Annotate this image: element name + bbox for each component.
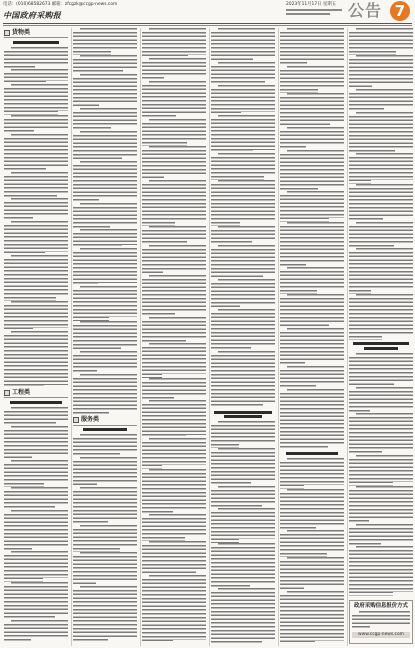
body-paragraph [4, 69, 68, 84]
body-paragraph [4, 255, 68, 301]
paragraph-indent [73, 108, 80, 110]
body-paragraph [73, 55, 137, 74]
paragraph-indent [73, 434, 80, 436]
body-paragraph [349, 413, 413, 455]
paragraph-indent [211, 226, 218, 228]
newspaper-logo: 中国政府采购报 [3, 10, 62, 20]
paragraph-indent [280, 489, 287, 491]
body-paragraph [142, 575, 206, 643]
body-paragraph [142, 119, 206, 146]
body-paragraph [73, 286, 137, 320]
paragraph-indent [280, 530, 287, 532]
section-square-icon [4, 390, 10, 396]
paragraph-indent [280, 150, 287, 152]
body-paragraph [142, 146, 206, 180]
paragraph-indent [211, 421, 218, 423]
section-header-label: 货物类 [12, 28, 31, 36]
paragraph-indent [349, 387, 356, 389]
paragraph-indent [211, 588, 218, 590]
paragraph-indent [280, 267, 287, 269]
notice-headline-line [10, 401, 61, 404]
paragraph-indent [4, 460, 11, 462]
body-paragraph [4, 172, 68, 199]
paragraph-indent [211, 245, 218, 247]
body-paragraph [349, 184, 413, 222]
body-paragraph [280, 28, 344, 66]
body-paragraph [349, 222, 413, 249]
paragraph-indent [280, 66, 287, 68]
paragraph-indent [211, 543, 218, 545]
paragraph-indent [280, 127, 287, 129]
body-paragraph [4, 301, 68, 331]
paragraph-line-end [44, 385, 68, 389]
paragraph-indent [352, 611, 359, 613]
section-header-label: 工程类 [12, 388, 31, 396]
body-paragraph [211, 115, 275, 153]
paragraph-indent [4, 426, 11, 428]
body-paragraph [142, 58, 206, 81]
section-square-icon [73, 417, 79, 423]
paragraph-indent [280, 222, 287, 224]
paragraph-indent [4, 134, 11, 136]
paragraph-indent [142, 58, 149, 60]
body-paragraph [73, 457, 137, 487]
body-paragraph [349, 294, 413, 340]
body-paragraph [73, 203, 137, 230]
body-paragraph [211, 279, 275, 309]
paragraph-indent [280, 366, 287, 368]
paragraph-indent [73, 161, 80, 163]
notice-headline [211, 410, 275, 419]
paragraph-indent [349, 28, 356, 30]
paragraph-line-end [382, 336, 413, 340]
body-paragraph [211, 421, 275, 448]
paragraph-line-end [263, 404, 275, 408]
section-header-label: 服务类 [81, 416, 100, 424]
body-paragraph [73, 351, 137, 374]
paragraph-indent [349, 89, 356, 91]
paragraph-indent [4, 510, 11, 512]
paragraph-indent [349, 153, 356, 155]
paragraph-indent [349, 413, 356, 415]
page-section-title: 公告 [348, 1, 383, 20]
paragraph-indent [349, 524, 356, 526]
paragraph-indent [73, 229, 80, 231]
body-paragraph [280, 66, 344, 93]
section-square-icon [4, 30, 10, 36]
paragraph-indent [4, 115, 11, 117]
notice-headline-line [286, 452, 338, 455]
masthead-rule [3, 23, 412, 24]
body-paragraph [280, 458, 344, 488]
body-paragraph [280, 328, 344, 366]
body-paragraph [73, 525, 137, 552]
paragraph-indent [349, 184, 356, 186]
paragraph-indent [142, 514, 149, 516]
paragraph-indent [73, 321, 80, 323]
body-paragraph [349, 524, 413, 547]
paragraph-indent [4, 331, 11, 333]
paragraph-indent [211, 351, 218, 353]
body-paragraph [211, 508, 275, 542]
paragraph-line-end [262, 641, 275, 645]
paragraph-indent [4, 69, 11, 71]
paragraph-indent [142, 226, 149, 228]
paragraph-line-end [109, 412, 137, 416]
body-paragraph [280, 150, 344, 192]
section-header [73, 416, 137, 426]
editor-credit-line [286, 13, 330, 15]
column-divider [278, 28, 279, 646]
body-paragraph [211, 486, 275, 509]
paragraph-indent [211, 309, 218, 311]
body-paragraph [142, 245, 206, 275]
paragraph-indent [142, 119, 149, 121]
paragraph-indent [211, 279, 218, 281]
body-paragraph [211, 588, 275, 645]
body-paragraph [211, 62, 275, 85]
body-paragraph [280, 591, 344, 644]
paragraph-indent [280, 557, 287, 559]
body-paragraph [211, 543, 275, 589]
paragraph-indent [142, 541, 149, 543]
body-paragraph [4, 407, 68, 426]
paragraph-line-end [393, 592, 413, 596]
column-3 [142, 28, 206, 646]
paragraph-indent [211, 180, 218, 182]
column-1 [4, 28, 68, 646]
body-paragraph [4, 510, 68, 552]
column-divider [209, 28, 210, 646]
paragraph-indent [211, 115, 218, 117]
paragraph-indent [4, 172, 11, 174]
paragraph-indent [4, 255, 11, 257]
body-paragraph [73, 28, 137, 55]
body-paragraph [73, 229, 137, 248]
body-paragraph [4, 115, 68, 134]
body-paragraph [4, 426, 68, 460]
masthead-contact: 电话：(010)68582673 邮箱：zfcgzk@ccgp-news.com [3, 2, 118, 7]
paragraph-indent [211, 28, 218, 30]
body-paragraph [280, 222, 344, 268]
notice-headline-line [224, 415, 262, 418]
paragraph-indent [142, 28, 149, 30]
body-paragraph [73, 434, 137, 457]
paragraph-indent [4, 582, 11, 584]
paragraph-indent [73, 203, 80, 205]
body-paragraph [4, 221, 68, 255]
body-paragraph [352, 611, 410, 630]
paragraph-indent [73, 28, 80, 30]
body-paragraph [142, 514, 206, 541]
editor-credit-line [286, 9, 342, 11]
paragraph-indent [73, 457, 80, 459]
pricing-info-title: 政府采购信息报价方式 [354, 602, 408, 609]
body-paragraph [73, 586, 137, 643]
body-paragraph [280, 366, 344, 389]
website-address: www.ccgp-news.com [352, 632, 410, 638]
body-paragraph [211, 226, 275, 245]
paragraph-line-end [108, 639, 137, 643]
body-paragraph [280, 389, 344, 450]
body-paragraph [73, 108, 137, 131]
paragraph-indent [280, 294, 287, 296]
paragraph-indent [4, 551, 11, 553]
body-paragraph [4, 47, 68, 70]
body-paragraph [280, 191, 344, 221]
body-paragraph [73, 248, 137, 286]
body-paragraph [211, 180, 275, 226]
paragraph-indent [349, 112, 356, 114]
paragraph-indent [142, 378, 149, 380]
body-paragraph [142, 275, 206, 317]
section-header [4, 388, 68, 398]
paragraph-indent [142, 81, 149, 83]
body-paragraph [280, 127, 344, 150]
paragraph-indent [4, 620, 11, 622]
body-paragraph [211, 28, 275, 62]
paragraph-indent [142, 146, 149, 148]
paragraph-indent [142, 275, 149, 277]
paragraph-indent [280, 591, 287, 593]
paragraph-indent [73, 586, 80, 588]
paragraph-indent [73, 487, 80, 489]
body-paragraph [349, 546, 413, 595]
paragraph-indent [142, 245, 149, 247]
paragraph-indent [211, 448, 218, 450]
body-paragraph [4, 551, 68, 581]
body-paragraph [349, 55, 413, 89]
notice-headline [4, 400, 68, 405]
notice-headline-line [13, 41, 59, 44]
paragraph-indent [73, 525, 80, 527]
paragraph-indent [280, 389, 287, 391]
paragraph-indent [4, 301, 11, 303]
paragraph-line-end [173, 640, 206, 644]
body-paragraph [142, 317, 206, 344]
body-paragraph [4, 487, 68, 510]
paragraph-indent [280, 328, 287, 330]
paragraph-indent [4, 487, 11, 489]
body-paragraph [349, 28, 413, 55]
paragraph-indent [211, 153, 218, 155]
body-paragraph [280, 93, 344, 127]
body-paragraph [142, 541, 206, 575]
paragraph-indent [349, 55, 356, 57]
body-paragraph [4, 198, 68, 221]
body-paragraph [142, 378, 206, 401]
column-6 [349, 28, 413, 646]
paragraph-line-end [31, 639, 68, 643]
notice-headline-line [83, 428, 128, 431]
body-paragraph [73, 74, 137, 108]
body-paragraph [349, 112, 413, 154]
notice-headline-line [364, 347, 397, 350]
column-2 [73, 28, 137, 646]
paragraph-indent [73, 131, 80, 133]
body-paragraph [73, 374, 137, 416]
paragraph-indent [349, 486, 356, 488]
body-paragraph [349, 486, 413, 524]
paragraph-line-end [328, 446, 344, 450]
notice-headline [280, 452, 344, 457]
body-paragraph [4, 620, 68, 643]
paragraph-indent [142, 343, 149, 345]
paragraph-indent [211, 62, 218, 64]
notice-headline-line [353, 342, 409, 345]
body-paragraph [142, 81, 206, 119]
paragraph-indent [280, 458, 287, 460]
paragraph-indent [73, 248, 80, 250]
body-paragraph [4, 460, 68, 487]
body-paragraph [280, 294, 344, 328]
body-paragraph [73, 487, 137, 525]
paragraph-indent [280, 191, 287, 193]
paragraph-indent [349, 353, 356, 355]
body-paragraph [349, 89, 413, 112]
body-paragraph [142, 180, 206, 226]
section-header [4, 28, 68, 38]
body-paragraph [142, 400, 206, 438]
body-paragraph [211, 85, 275, 115]
paragraph-indent [73, 286, 80, 288]
column-5 [280, 28, 344, 646]
paragraph-indent [142, 180, 149, 182]
paragraph-indent [142, 575, 149, 577]
body-paragraph [142, 343, 206, 377]
body-paragraph [211, 351, 275, 408]
notice-headline [73, 428, 137, 433]
body-paragraph [211, 153, 275, 180]
paragraph-indent [73, 351, 80, 353]
paragraph-indent [4, 47, 11, 49]
paragraph-indent [142, 469, 149, 471]
paragraph-indent [73, 74, 80, 76]
body-paragraph [349, 387, 413, 414]
paragraph-indent [4, 198, 11, 200]
paragraph-indent [142, 400, 149, 402]
body-paragraph [73, 131, 137, 161]
paragraph-indent [4, 221, 11, 223]
body-paragraph [280, 267, 344, 294]
paragraph-indent [4, 84, 11, 86]
pricing-info-box [349, 600, 413, 644]
body-paragraph [4, 134, 68, 172]
notice-headline [349, 342, 413, 351]
paragraph-line-end [315, 641, 344, 645]
column-4 [211, 28, 275, 646]
paragraph-indent [73, 552, 80, 554]
body-paragraph [280, 489, 344, 531]
page-number-badge: 7 [390, 1, 410, 21]
body-paragraph [211, 245, 275, 279]
notice-headline-line [214, 411, 272, 414]
body-paragraph [142, 28, 206, 58]
issue-date: 2023年11月17日 星期五 [286, 2, 337, 7]
paragraph-indent [349, 455, 356, 457]
paragraph-indent [211, 508, 218, 510]
paragraph-indent [142, 438, 149, 440]
body-paragraph [4, 84, 68, 114]
notice-headline [4, 40, 68, 45]
paragraph-indent [280, 28, 287, 30]
body-paragraph [280, 557, 344, 591]
paragraph-indent [349, 546, 356, 548]
body-paragraph [349, 353, 413, 387]
paragraph-line-end [370, 626, 410, 630]
body-paragraph [4, 331, 68, 388]
body-paragraph [211, 309, 275, 351]
paragraph-indent [349, 248, 356, 250]
column-divider [140, 28, 141, 646]
paragraph-indent [142, 317, 149, 319]
column-divider [71, 28, 72, 646]
paragraph-indent [349, 222, 356, 224]
body-paragraph [142, 438, 206, 468]
paragraph-indent [349, 294, 356, 296]
body-paragraph [73, 552, 137, 586]
body-paragraph [349, 455, 413, 485]
body-paragraph [349, 248, 413, 294]
body-paragraph [142, 469, 206, 515]
body-paragraph [280, 530, 344, 557]
column-divider [347, 28, 348, 646]
paragraph-indent [211, 486, 218, 488]
paragraph-indent [73, 374, 80, 376]
body-paragraph [73, 321, 137, 351]
body-paragraph [4, 582, 68, 620]
paragraph-indent [4, 407, 11, 409]
paragraph-indent [73, 55, 80, 57]
body-paragraph [73, 161, 137, 203]
body-paragraph [211, 448, 275, 486]
body-paragraph [349, 153, 413, 183]
paragraph-indent [280, 93, 287, 95]
paragraph-indent [211, 85, 218, 87]
body-paragraph [142, 226, 206, 245]
